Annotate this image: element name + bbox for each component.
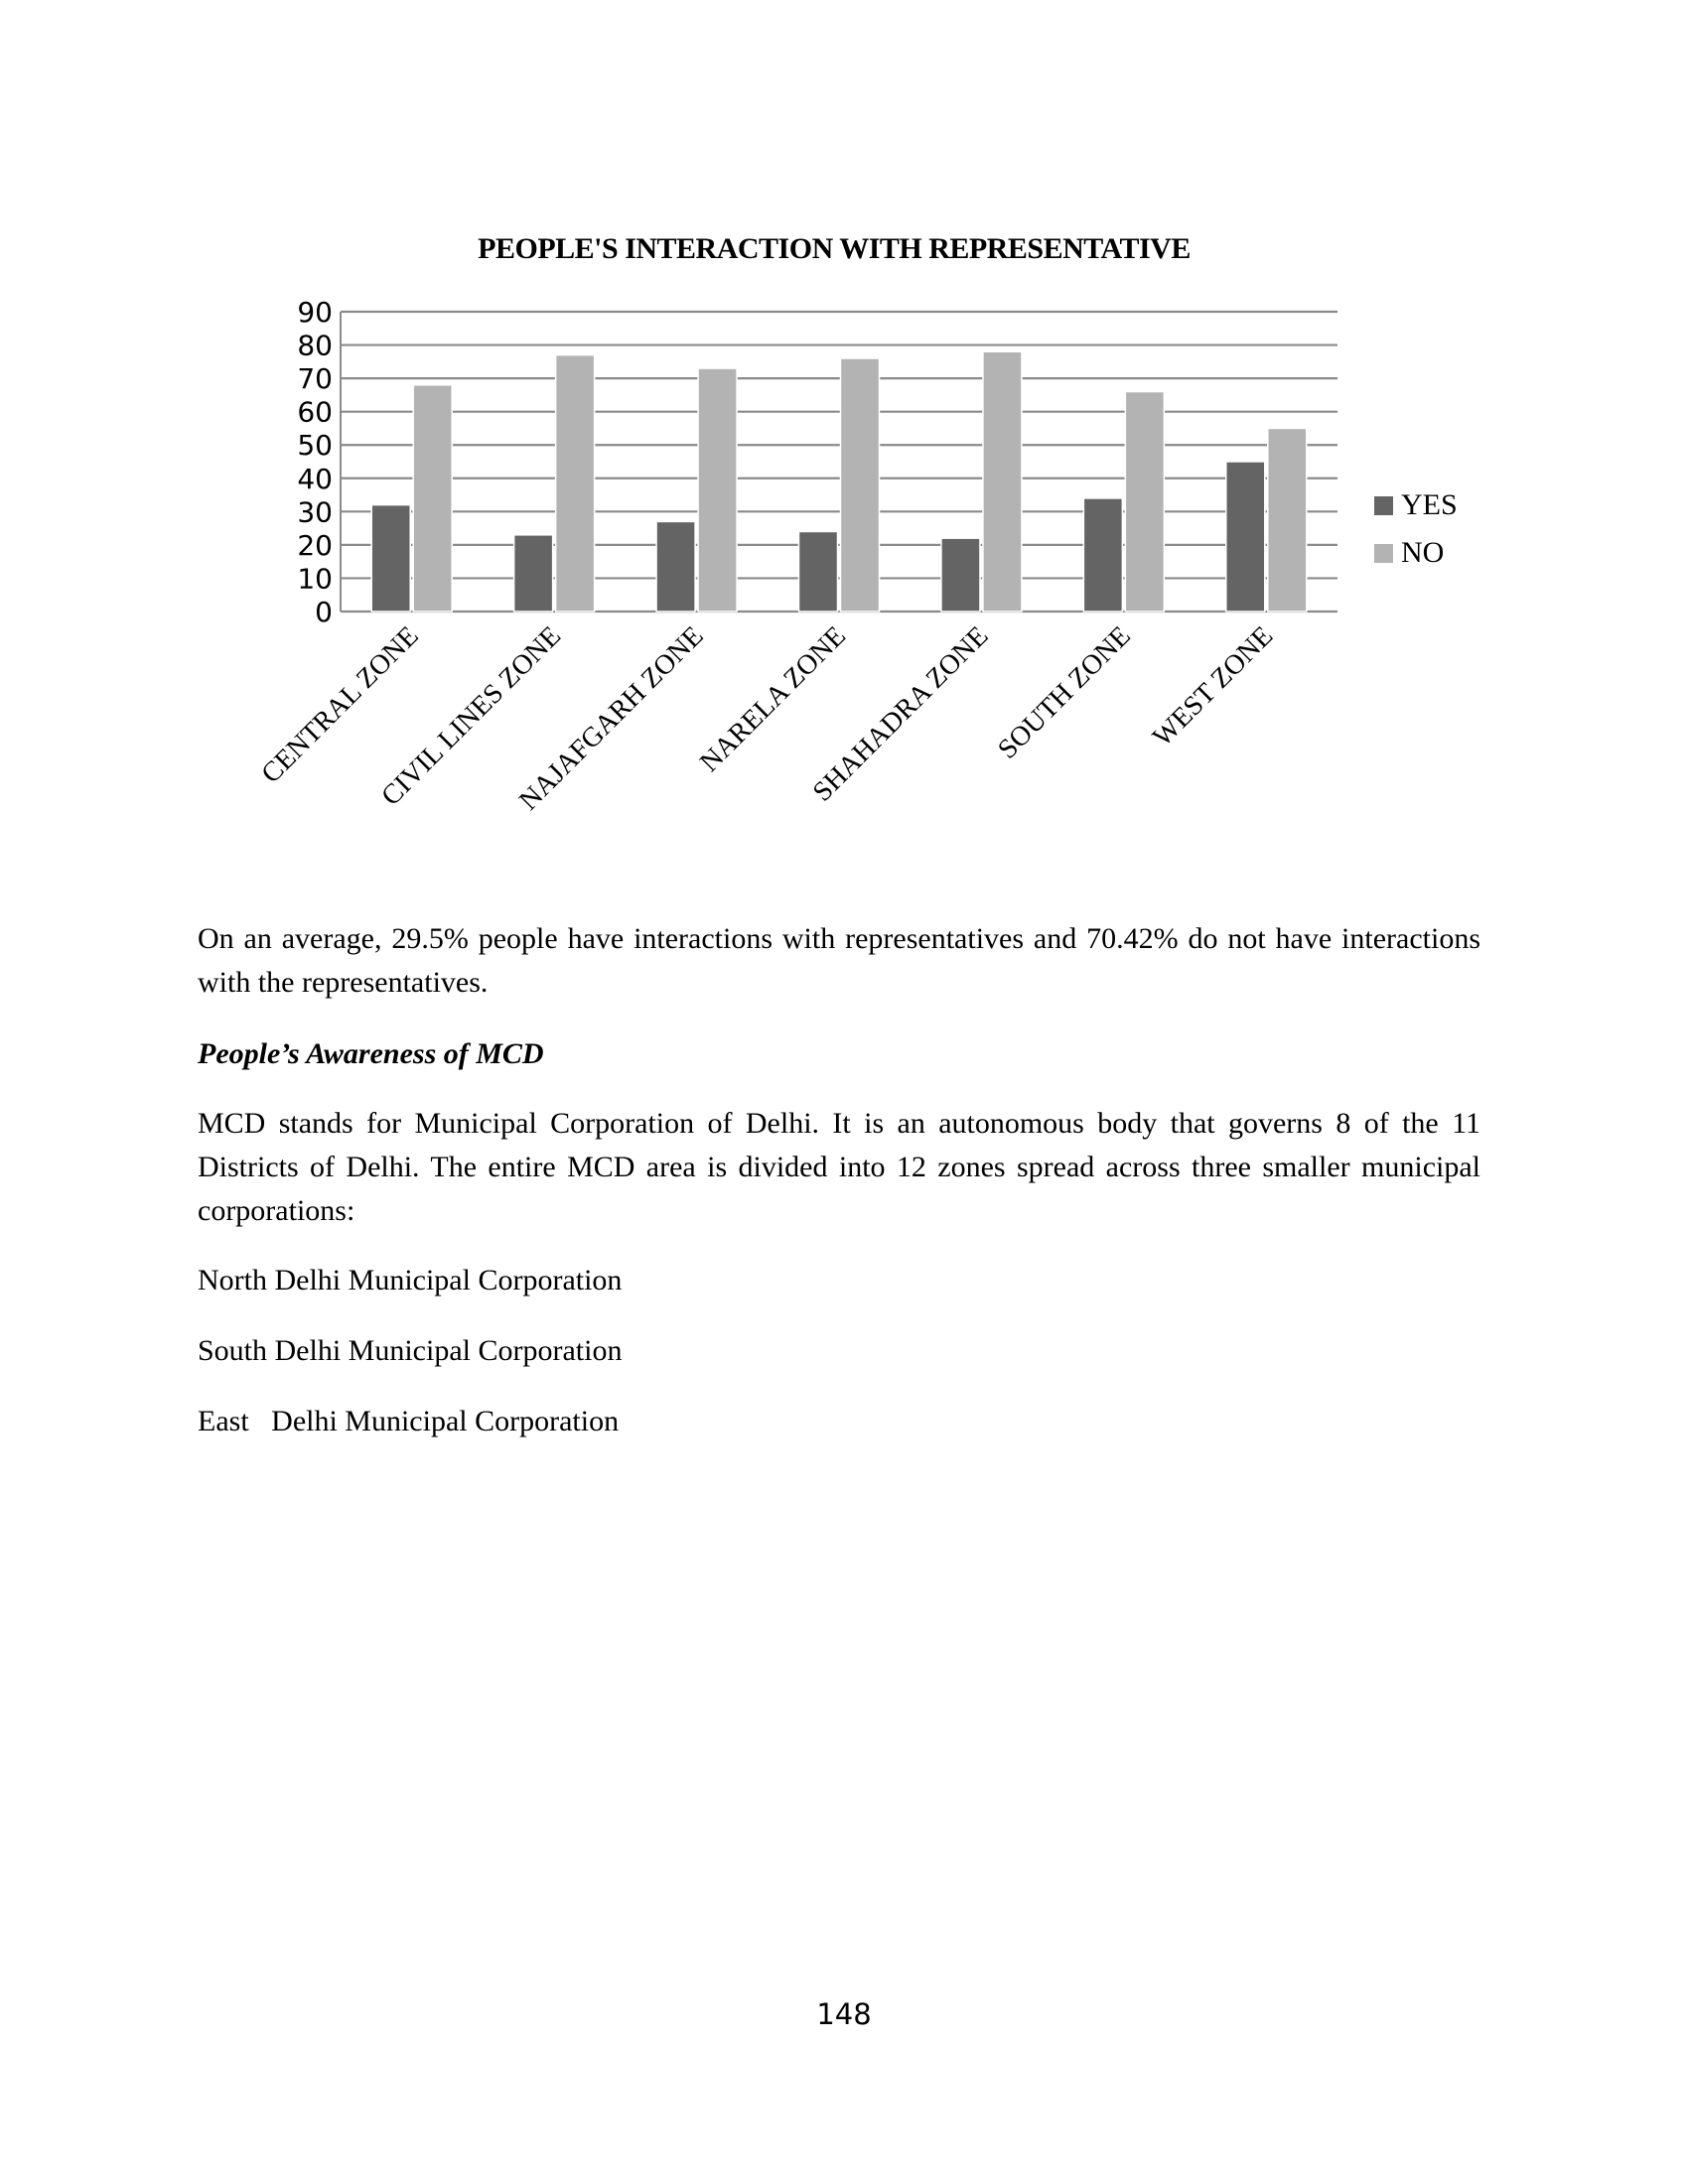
y-tick-label: 60: [297, 395, 333, 429]
x-category-label: CIVIL LINES ZONE: [375, 620, 568, 812]
bar-yes: [514, 535, 553, 612]
legend-swatch-no: [1374, 544, 1393, 563]
bar-no: [841, 358, 880, 612]
legend-item-no: [1374, 536, 1444, 570]
x-category-label: SOUTH ZONE: [992, 620, 1137, 765]
x-category-label: SHAHADRA ZONE: [806, 620, 995, 808]
legend-label-yes: YES: [1401, 488, 1458, 521]
bar-yes: [656, 521, 695, 612]
corporation-south: South Delhi Municipal Corporation: [198, 1334, 623, 1367]
bar-yes: [799, 531, 838, 612]
bar-no: [983, 351, 1022, 612]
legend-swatch-yes: [1374, 496, 1393, 515]
y-tick-label: 30: [297, 495, 333, 529]
bar-no: [698, 368, 737, 612]
mcd-description-paragraph: MCD stands for Municipal Corporation of Delhi. It is an autonomous body that governs 8 of the 11 Districts of Delhi. The entire MCD area is divided into 12 zones spread across three smaller municipal corporations:: [198, 1107, 1480, 1227]
page-number: 148: [816, 1997, 872, 2031]
y-tick-label: 50: [297, 429, 333, 463]
corporation-north: North Delhi Municipal Corporation: [198, 1264, 623, 1297]
bar-no: [413, 385, 452, 612]
bar-no: [1125, 392, 1164, 612]
x-category-label: NARELA ZONE: [694, 620, 852, 778]
legend-label-no: NO: [1401, 536, 1445, 569]
bar-yes: [371, 505, 410, 612]
bar-chart: [0, 0, 1688, 874]
x-category-label: CENTRAL ZONE: [255, 620, 425, 790]
y-tick-label: 20: [297, 528, 333, 562]
bar-no: [556, 355, 595, 612]
y-tick-label: 0: [315, 596, 333, 628]
x-category-label: WEST ZONE: [1147, 620, 1280, 753]
bar-yes: [941, 538, 980, 612]
y-tick-label: 70: [297, 362, 333, 396]
y-tick-label: 40: [297, 462, 333, 495]
bar-yes: [1083, 498, 1122, 612]
y-tick-label: 80: [297, 329, 333, 362]
y-tick-label: 10: [297, 562, 333, 596]
summary-paragraph: On an average, 29.5% people have interactions with representatives and 70.42% do not have interactions with the representatives.: [198, 922, 1480, 999]
bar-no: [1268, 428, 1307, 612]
legend-item-yes: [1374, 488, 1458, 522]
x-category-label: NAJAFGARH ZONE: [513, 620, 710, 817]
section-heading: People’s Awareness of MCD: [198, 1037, 544, 1070]
chart-title: PEOPLE'S INTERACTION WITH REPRESENTATIVE: [478, 232, 1191, 265]
y-tick-label: 90: [297, 296, 333, 329]
bar-yes: [1226, 462, 1265, 612]
corporation-east: East Delhi Municipal Corporation: [198, 1405, 620, 1437]
